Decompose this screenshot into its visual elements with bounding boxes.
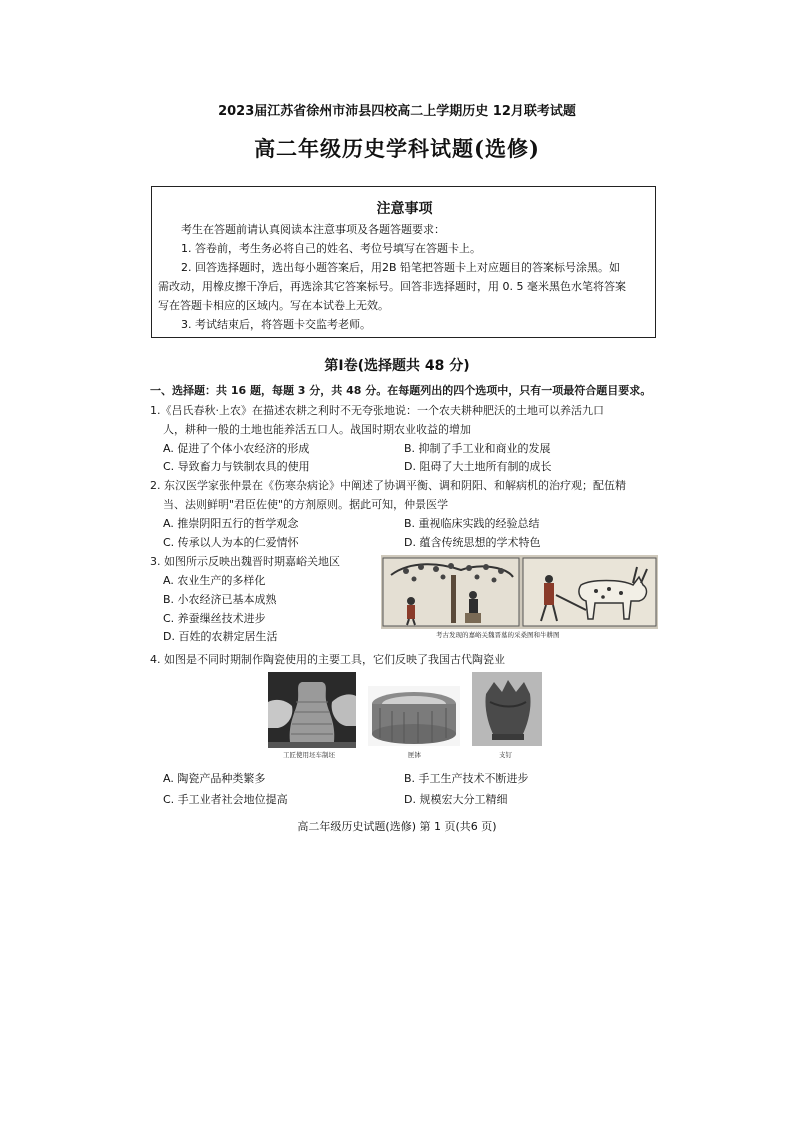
question-1-option-a[interactable]: A. 促进了个体小农经济的形成: [163, 442, 310, 455]
question-2-stem-line: 当、法则鲜明"君臣佐使"的方剂原则。据此可知，仲景医学: [163, 498, 449, 511]
question-3-image-caption: 考古发现的嘉峪关魏晋墓的采桑图和牛耕图: [436, 631, 560, 639]
notice-box: [151, 186, 656, 338]
saggar-photo: [368, 686, 460, 746]
saggar-illustration: [368, 686, 460, 746]
notice-line: 3. 考试结束后，将答题卡交监考老师。: [181, 318, 371, 331]
document-header-title: 2023届江苏省徐州市沛县四校高二上学期历史 12月联考试题: [218, 104, 576, 119]
question-4-caption-spur: 支钉: [499, 751, 512, 759]
notice-heading: 注意事项: [376, 201, 433, 217]
page-footer: 高二年级历史试题(选修) 第 1 页(共6 页): [297, 820, 497, 833]
mural-illustration: [381, 555, 658, 629]
question-2-stem-line: 2. 东汉医学家张仲景在《伤寒杂病论》中阐述了协调平衡、调和阴阳、和解病机的治疗观；配伍精: [150, 479, 626, 492]
mural-photo: [381, 555, 658, 629]
question-1-option-c[interactable]: C. 导致畜力与铁制农具的使用: [163, 460, 310, 473]
notice-line: 2. 回答选择题时，选出每小题答案后，用2B 铅笔把答题卡上对应题目的答案标号涂黑。如: [181, 261, 621, 274]
question-2-option-a[interactable]: A. 推崇阴阳五行的哲学观念: [163, 517, 299, 530]
question-3-option-c[interactable]: C. 养蚕缫丝技术进步: [163, 612, 266, 625]
question-1-stem-line: 1.《吕氏春秋·上农》在描述农耕之利时不无夸张地说：一个农夫耕种肥沃的土地可以养活九口: [150, 404, 604, 417]
question-4-option-a[interactable]: A. 陶瓷产品种类繁多: [163, 772, 266, 785]
question-2-option-b[interactable]: B. 重视临床实践的经验总结: [404, 517, 540, 530]
question-2-option-c[interactable]: C. 传承以人为本的仁爱情怀: [163, 536, 299, 549]
notice-line: 考生在答题前请认真阅读本注意事项及各题答题要求：: [181, 223, 445, 236]
pottery-wheel-photo: [268, 672, 356, 748]
question-4-caption-wheel: 工匠使用坯车制坯: [283, 751, 335, 759]
question-3-option-a[interactable]: A. 农业生产的多样化: [163, 574, 266, 587]
question-2-option-d[interactable]: D. 蕴含传统思想的学术特色: [404, 536, 541, 549]
notice-line: 1. 答卷前，考生务必将自己的姓名、考位号填写在答题卡上。: [181, 242, 481, 255]
question-1-option-d[interactable]: D. 阻碍了大土地所有制的成长: [404, 460, 552, 473]
question-1-option-b[interactable]: B. 抑制了手工业和商业的发展: [404, 442, 551, 455]
exam-title: 高二年级历史学科试题(选修): [254, 136, 540, 161]
question-4-option-d[interactable]: D. 规模宏大分工精细: [404, 793, 508, 806]
question-4-caption-saggar: 匣钵: [408, 751, 421, 759]
kiln-spur-illustration: [472, 672, 542, 746]
question-4-option-b[interactable]: B. 手工生产技术不断进步: [404, 772, 529, 785]
part-heading: 第Ⅰ卷(选择题共 48 分): [324, 358, 470, 374]
notice-line: 需改动，用橡皮擦干净后，再选涂其它答案标号。回答非选择题时，用 0. 5 毫米黑色水笔将答案: [158, 280, 626, 293]
question-4-option-c[interactable]: C. 手工业者社会地位提高: [163, 793, 288, 806]
question-3-option-b[interactable]: B. 小农经济已基本成熟: [163, 593, 277, 606]
pottery-wheel-illustration: [268, 672, 356, 748]
question-3-stem-line: 3. 如图所示反映出魏晋时期嘉峪关地区: [150, 555, 340, 568]
question-1-stem-line: 人，耕种一般的土地也能养活五口人。战国时期农业收益的增加: [163, 423, 471, 436]
question-4-stem-line: 4. 如图是不同时期制作陶瓷使用的主要工具，它们反映了我国古代陶瓷业: [150, 653, 505, 666]
notice-line: 写在答题卡相应的区域内。写在本试卷上无效。: [158, 299, 389, 312]
question-3-option-d[interactable]: D. 百姓的农耕定居生活: [163, 630, 278, 643]
kiln-spur-photo: [472, 672, 542, 746]
section-instruction: 一、选择题：共 16 题，每题 3 分，共 48 分。在每题列出的四个选项中，只有一项最符合题目要求。: [150, 384, 652, 397]
